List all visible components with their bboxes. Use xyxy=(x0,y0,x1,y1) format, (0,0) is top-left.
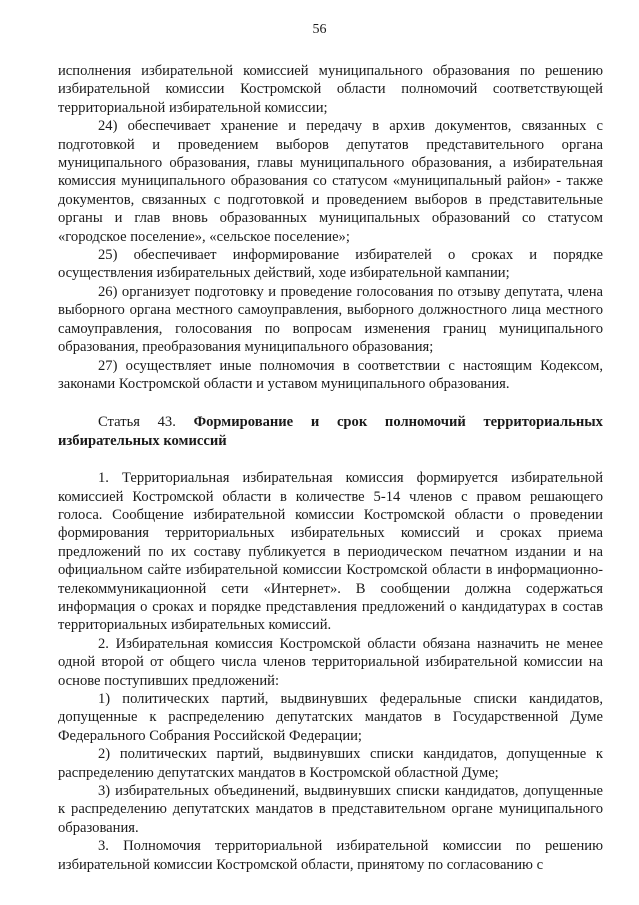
article-subitem-2: 2) политических партий, выдвинувших списки кандидатов, допущенные к распределению депутатских мандатов в Костромской областной Думе; xyxy=(58,746,603,781)
list-item-25: 25) обеспечивает информирование избирателей о сроках и порядке осуществления избирательных действий, ходе избирательной кампании; xyxy=(58,247,603,282)
list-item-27: 27) осуществляет иные полномочия в соответствии с настоящим Кодексом, законами Костромской области и уставом муниципального образования. xyxy=(58,357,603,392)
article-paragraph-1: 1. Территориальная избирательная комиссия формируется избирательной комиссией Костромской области в количестве 5-14 членов с правом решающего голоса. Сообщение избирательной комиссии Костромской области о проведении формирования территориальных избирательных комиссий и сроках приема предложений по их составу публикуется в периодическом печатном издании и на официальном сайте избирательной комиссии Костромской области в информационно-телекоммуникационной сети «Интернет». В сообщении должна содержаться информация о сроках и порядке представления предложений о кандидатурах в состав территориальных избирательных комиссий. xyxy=(58,470,603,634)
page-number: 56 xyxy=(312,22,327,37)
list-item-26: 26) организует подготовку и проведение голосования по отзыву депутата, члена выборного органа местного самоуправления, выборного должностного лица местного самоуправления, голосования по вопросам изменения границ муниципального образования, преобразования муниципального образования; xyxy=(58,283,603,356)
article-paragraph-2: 2. Избирательная комиссия Костромской области обязана назначить не менее одной второй от общего числа членов территориальной избирательной комиссии на основе поступивших предложений: xyxy=(58,635,603,689)
paragraph-continuation: исполнения избирательной комиссией муниципального образования по решению избирательной комиссии Костромской области полномочий соответствующей территориальной избирательной комиссии; xyxy=(58,63,603,116)
list-item-24: 24) обеспечивает хранение и передачу в архив документов, связанных с подготовкой и проведением выборов депутатов представительного органа муниципального образования, главы муниципального образования, а избирательная комиссия муниципального образования со статусом «муниципальный район» - также документов, связанных с подготовкой и проведением выборов в представительные органы и глав вновь образованных муниципальных образований со статусом «городское поселение», «сельское поселение»; xyxy=(58,118,603,245)
article-title: Формирование и срок полномочий территориальных избирательных комиссий xyxy=(58,414,603,449)
article-heading xyxy=(58,413,603,450)
article-number: Статья 43. xyxy=(98,414,176,431)
page-body xyxy=(58,62,603,874)
article-paragraph-3: 3. Полномочия территориальной избирательной комиссии по решению избирательной комиссии Костромской области, принятому по согласованию с xyxy=(58,838,603,873)
article-subitem-1: 1) политических партий, выдвинувших федеральные списки кандидатов, допущенные к распределению депутатских мандатов в Государственной Думе Федерального Собрания Российской Федерации; xyxy=(58,691,603,744)
article-subitem-3: 3) избирательных объединений, выдвинувших списки кандидатов, допущенные к распределению депутатских мандатов в представительном органе муниципального образования. xyxy=(58,783,603,836)
